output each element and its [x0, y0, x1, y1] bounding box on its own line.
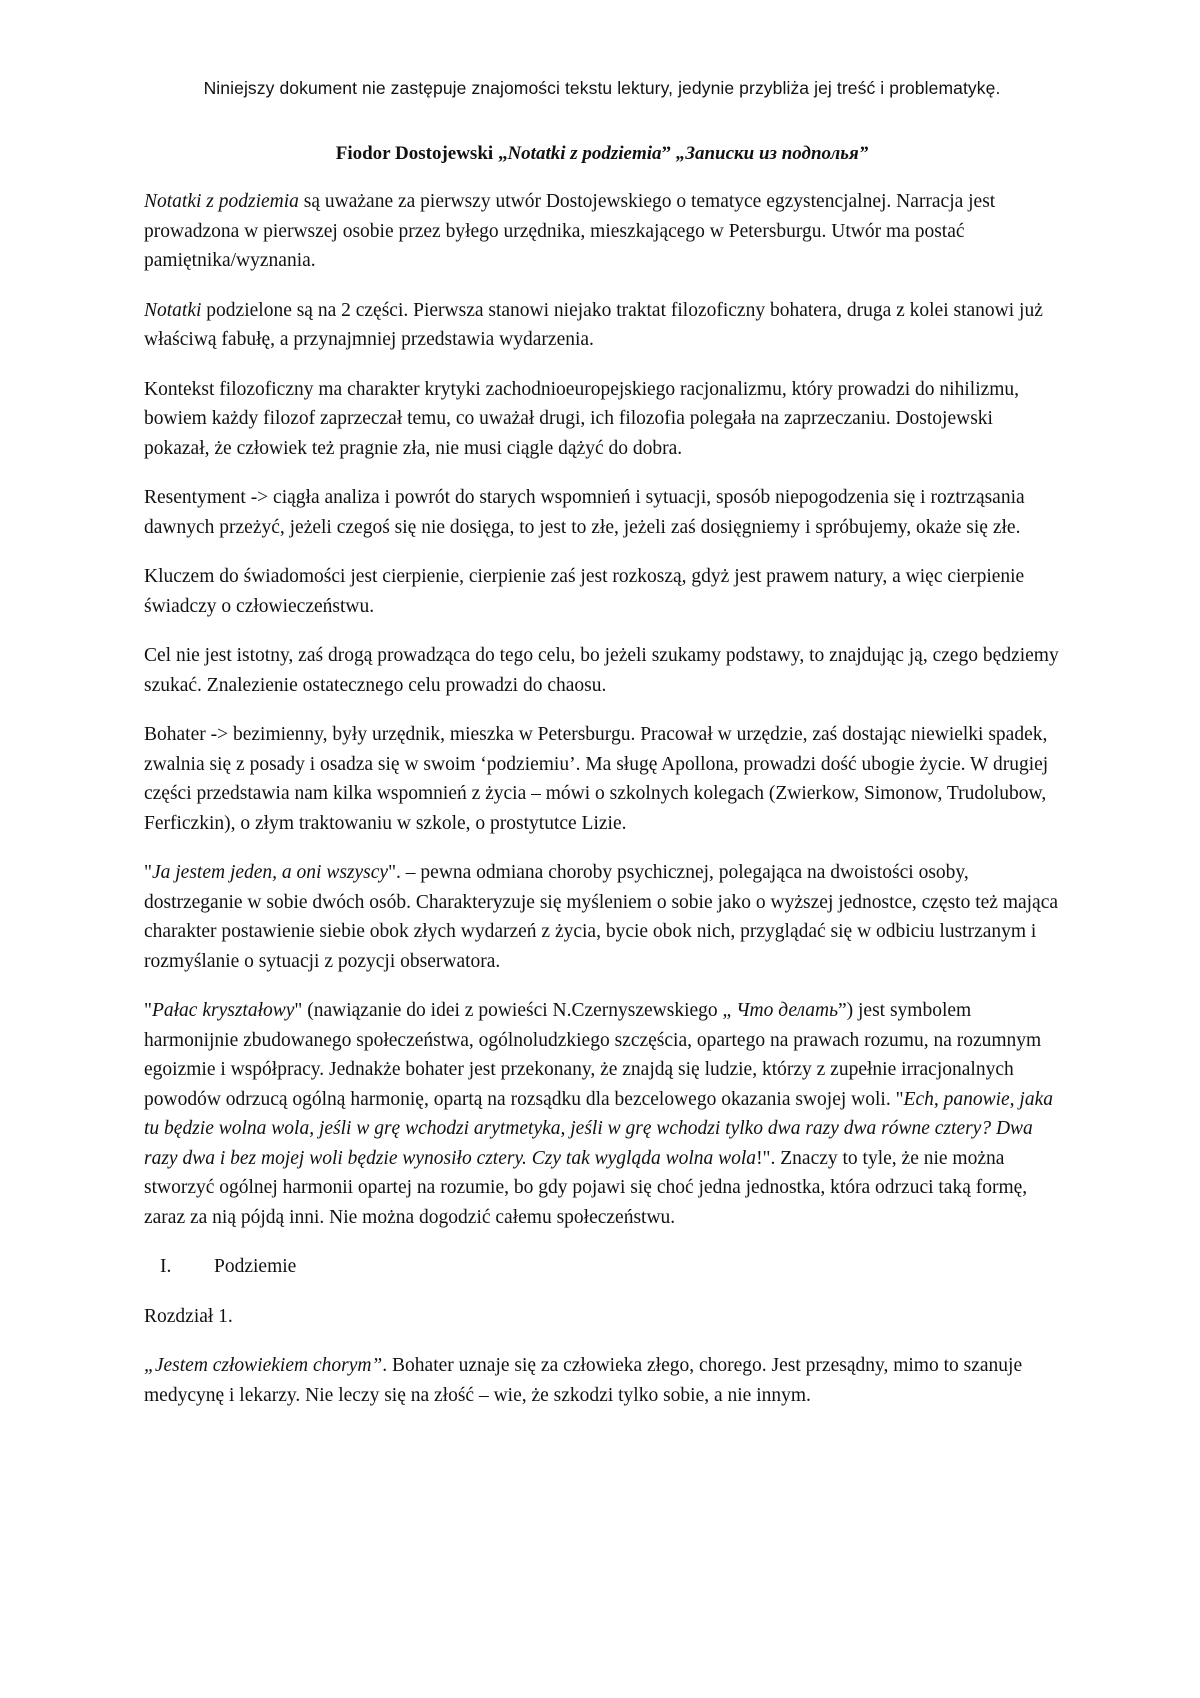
paragraph-text: " (nawiązanie do idei z powieści N.Czernyszewskiego „ — [294, 1000, 737, 1021]
paragraph-text: ”) jest symbolem harmonijnie zbudowanego społeczeństwa, ogólnoludzkiego szczęścia, opartego na prawach rozumu, na rozumnym egoizmie i współpracy. Jednakże bohater jest przekonany, że znajdą się ludzie, którzy z zupełnie irracjonalnych powodów odrzucą ogólną harmonię, opartą na rozsądku dla bezcelowego okazania swojej woli. " — [144, 1000, 1042, 1110]
quote-mark: " — [144, 862, 152, 883]
title-russian-close: ” — [858, 143, 869, 164]
quote-italic: Ja jestem jeden, a oni wszyscy — [151, 862, 389, 883]
title-quote-close: ” — [661, 143, 676, 164]
title-polish: Notatki z podziemia — [507, 143, 662, 164]
section-number: I. — [160, 1256, 172, 1277]
paragraph-suffering: Kluczem do świadomości jest cierpienie, cierpienie zaś jest rozkoszą, gdyż jest prawem natury, a więc cierpienie świadczy o człowieczeństwu. — [144, 566, 1025, 617]
quote-italic: Pałac kryształowy — [151, 1000, 295, 1021]
title-russian: Записки из подполья — [685, 143, 859, 164]
paragraph-text: podzielone są na 2 części. Pierwsza stanowi niejako traktat filozoficzny bohatera, druga z kolei stanowi już właściwą fabułę, a przynajmniej przedstawia wydarzenia. — [144, 299, 1043, 350]
paragraph-text: !". Znaczy to tyle, że nie można stworzyć ogólnej harmonii opartej na rozumie, bo gdy pojawi się choć jedna jednostka, która odrzuci taką formę, zaraz za nią pójdą inni. Nie można dogodzić całemu społeczeństwu. — [144, 1147, 1028, 1228]
title-russian-open: „ — [675, 143, 686, 164]
paragraph-resentment: Resentyment -> ciągła analiza i powrót do starych wspomnień i sytuacji, sposób niepogodzenia się i roztrząsania dawnych przeżyć, jeżeli czegoś się nie dosięga, to jest to złe, jeżeli zaś dosięgniemy i spróbujemy, okaże się złe. — [144, 487, 1025, 538]
title-quote-open: „ — [497, 143, 508, 164]
section-heading — [144, 1252, 1060, 1282]
paragraph-goal: Cel nie jest istotny, zaś drogą prowadząca do tego celu, bo jeżeli szukamy podstawy, to znajdując ją, czego będziemy szukać. Znalezienie ostatecznego celu prowadzi do chaosu. — [144, 645, 1059, 696]
document-title — [144, 143, 1060, 165]
paragraph-text: są uważane za pierwszy utwór Dostojewskiego o tematyce egzystencjalnej. Narracja jest prowadzona w pierwszej osobie przez byłego urzędnika, mieszkającego w Petersburgu. Utwór ma postać pamiętnika/wyznania. — [144, 191, 996, 271]
paragraph-chapter-1 — [144, 1351, 1060, 1410]
paragraph-crystal-palace — [144, 996, 1060, 1232]
chapter-heading: Rozdział 1. — [144, 1305, 233, 1327]
paragraph-text: . Bohater uznaje się za człowieka złego, chorego. Jest przesądny, mimo to szanuje medycynę i lekarzy. Nie leczy się na złość – wie, że szkodzi tylko sobie, a nie innym. — [144, 1355, 1023, 1406]
paragraph-structure — [144, 296, 1060, 355]
title-author: Fiodor Dostojewski — [335, 143, 498, 164]
paragraph-philosophy: Kontekst filozoficzny ma charakter krytyki zachodnioeuropejskiego racjonalizmu, który prowadzi do nihilizmu, bowiem każdy filozof zaprzeczał temu, co uważał drugi, ich filozofia polegała na zaprzeczaniu. Dostojewski pokazał, że człowiek też pragnie zła, nie musi ciągle dążyć do dobra. — [144, 378, 1020, 459]
quote-italic-long: Ech, panowie, jaka tu będzie wolna wola, jeśli w grę wchodzi arytmetyka, jeśli w grę wchodzi tylko dwa razy dwa równe cztery? Dwa razy dwa i bez mojej woli będzie wynosiło cztery. Czy tak wygląda wolna wola — [144, 1088, 1053, 1169]
paragraph-text: ". – pewna odmiana choroby psychicznej, polegająca na dwoistości osoby, dostrzeganie w sobie dwóch osób. Charakteryzuje się myśleniem o sobie jako o wyższej jednostce, często też mająca charakter postawienie siebie obok złych wydarzeń z życia, bycie obok nich, przyglądać się w odbiciu lustrzanym i rozmyślanie o sytuacji z pozycji obserwatora. — [144, 862, 1059, 972]
quote-italic: „Jestem człowiekiem chorym” — [144, 1355, 383, 1376]
section-title: Podziemie — [214, 1256, 297, 1277]
paragraph-hero: Bohater -> bezimienny, były urzędnik, mieszka w Petersburgu. Pracował w urzędzie, zaś dostając niewielki spadek, zwalnia się z posady i osadza się w swoim ‘podziemiu’. Ma sługę Apollona, prowadzi dość ubogie życie. W drugiej części przedstawia nam kilka wspomnień z życia – mówi o szkolnych kolegach (Zwierkow, Simonow, Trudolubow, Ferficzkin), o złym traktowaniu w szkole, o prostytutce Lizie. — [144, 724, 1049, 834]
work-title-italic: Notatki — [144, 299, 202, 321]
disclaimer-note: Niniejszy dokument nie zastępuje znajomości tekstu lektury, jedynie przybliża jej treść i problematykę. — [203, 78, 1001, 98]
russian-title-italic: Что делать — [736, 1000, 838, 1021]
paragraph-duality — [144, 858, 1060, 976]
work-title-italic: Notatki z podziemia — [144, 191, 299, 212]
paragraph-intro — [144, 187, 1060, 276]
quote-mark: " — [144, 1000, 152, 1021]
